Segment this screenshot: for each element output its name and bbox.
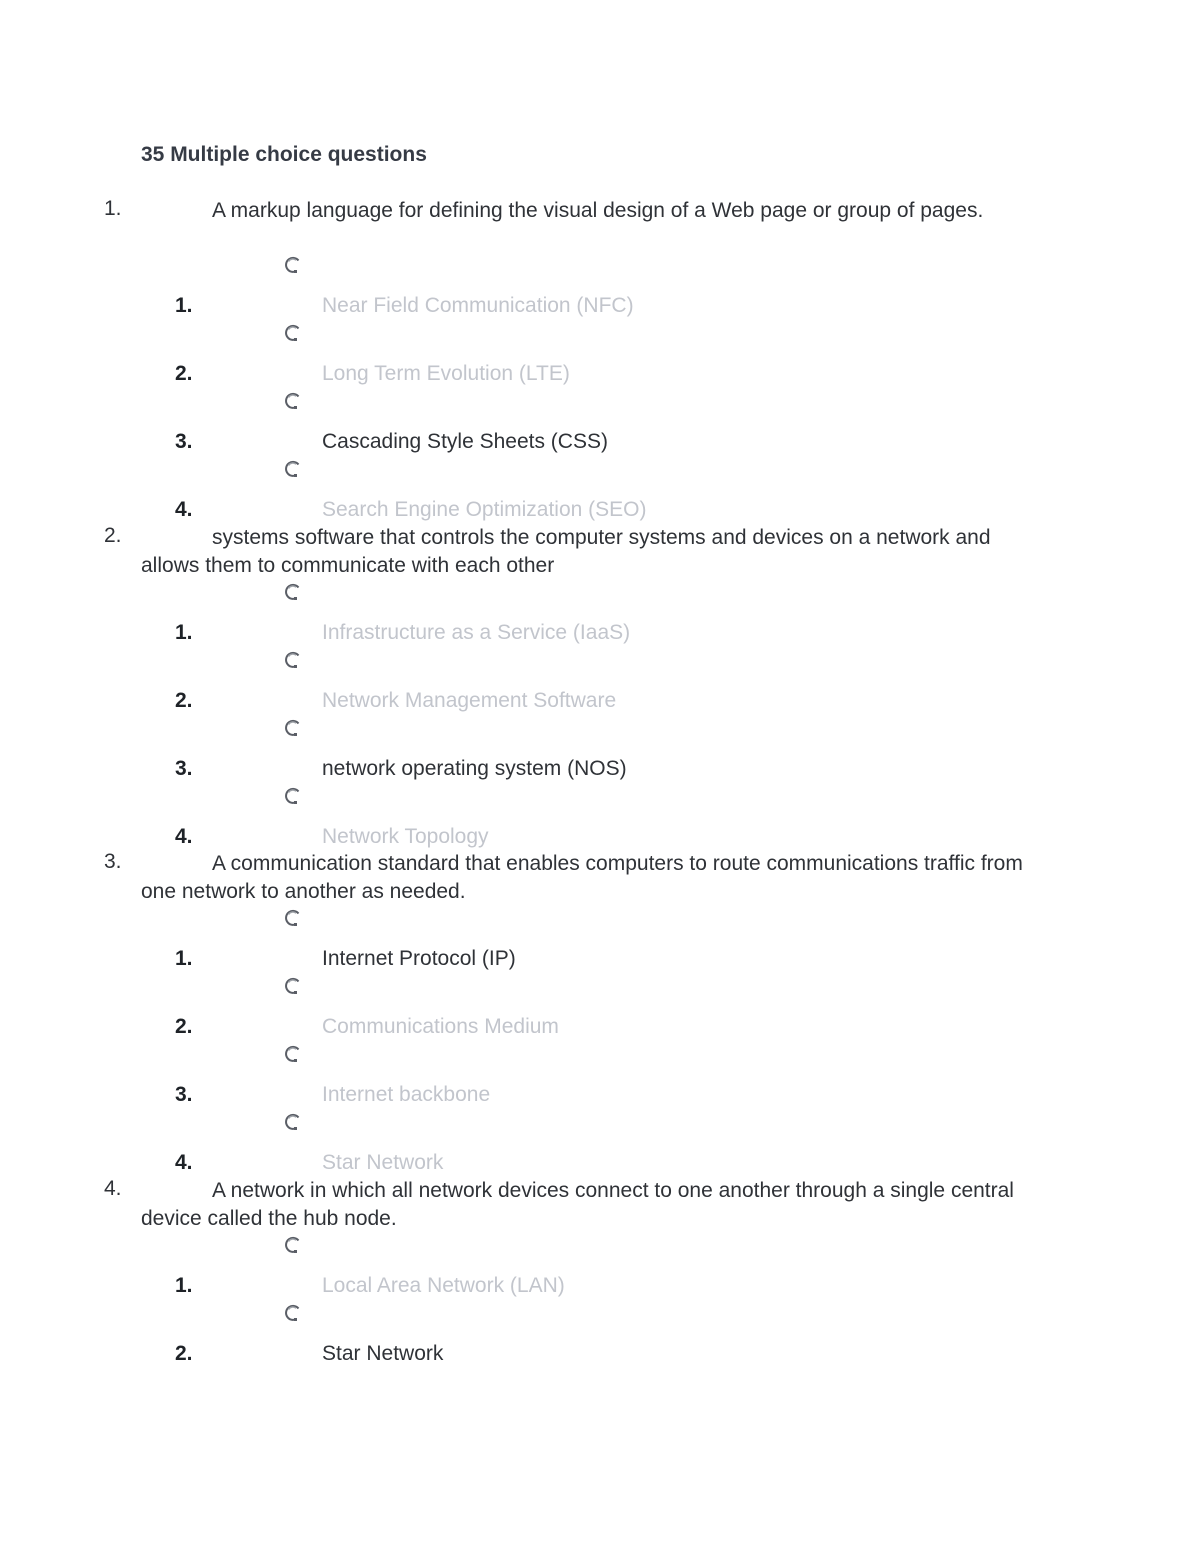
option-number: 1. [175,1274,193,1297]
page-title: 35 Multiple choice questions [141,143,427,166]
question-text: systems software that controls the computer systems and devices on a network and allows them to communicate with each other [141,526,991,577]
option-label[interactable]: Internet backbone [322,1083,491,1106]
radio-icon[interactable] [284,719,302,737]
option-number: 4. [175,825,193,848]
option-number: 2. [175,362,193,385]
option-label[interactable]: network operating system (NOS) [322,757,627,780]
radio-icon[interactable] [284,583,302,601]
option-number: 2. [175,1015,193,1038]
option-label[interactable]: Star Network [322,1342,444,1365]
option-label[interactable]: Communications Medium [322,1015,559,1038]
option-number: 4. [175,498,193,521]
radio-icon[interactable] [284,787,302,805]
option-number: 1. [175,621,193,644]
question-number: 1. [104,197,122,220]
option-number: 3. [175,430,193,453]
option-number: 2. [175,1342,193,1365]
option-label[interactable]: Infrastructure as a Service (IaaS) [322,621,631,644]
option-label[interactable]: Star Network [322,1151,444,1174]
option-label[interactable]: Local Area Network (LAN) [322,1274,565,1297]
option-label[interactable]: Cascading Style Sheets (CSS) [322,430,608,453]
radio-icon[interactable] [284,1045,302,1063]
radio-icon[interactable] [284,1113,302,1131]
option-label[interactable]: Internet Protocol (IP) [322,947,516,970]
option-label[interactable]: Search Engine Optimization (SEO) [322,498,647,521]
radio-icon[interactable] [284,977,302,995]
option-label[interactable]: Network Topology [322,825,489,848]
question-text: A network in which all network devices connect to one another through a single central device called the hub node. [141,1179,1014,1230]
radio-icon[interactable] [284,460,302,478]
radio-icon[interactable] [284,324,302,342]
question-text: A markup language for defining the visual design of a Web page or group of pages. [212,199,984,222]
radio-icon[interactable] [284,909,302,927]
option-number: 1. [175,947,193,970]
option-number: 3. [175,757,193,780]
radio-icon[interactable] [284,1304,302,1322]
question-text: A communication standard that enables computers to route communications traffic from one network to another as needed. [141,852,1023,903]
option-number: 1. [175,294,193,317]
question-number: 3. [104,850,122,873]
radio-icon[interactable] [284,256,302,274]
option-label[interactable]: Network Management Software [322,689,617,712]
radio-icon[interactable] [284,1236,302,1254]
option-number: 4. [175,1151,193,1174]
option-number: 3. [175,1083,193,1106]
question-number: 2. [104,524,122,547]
radio-icon[interactable] [284,651,302,669]
option-label[interactable]: Near Field Communication (NFC) [322,294,634,317]
question-number: 4. [104,1177,122,1200]
option-number: 2. [175,689,193,712]
option-label[interactable]: Long Term Evolution (LTE) [322,362,570,385]
radio-icon[interactable] [284,392,302,410]
